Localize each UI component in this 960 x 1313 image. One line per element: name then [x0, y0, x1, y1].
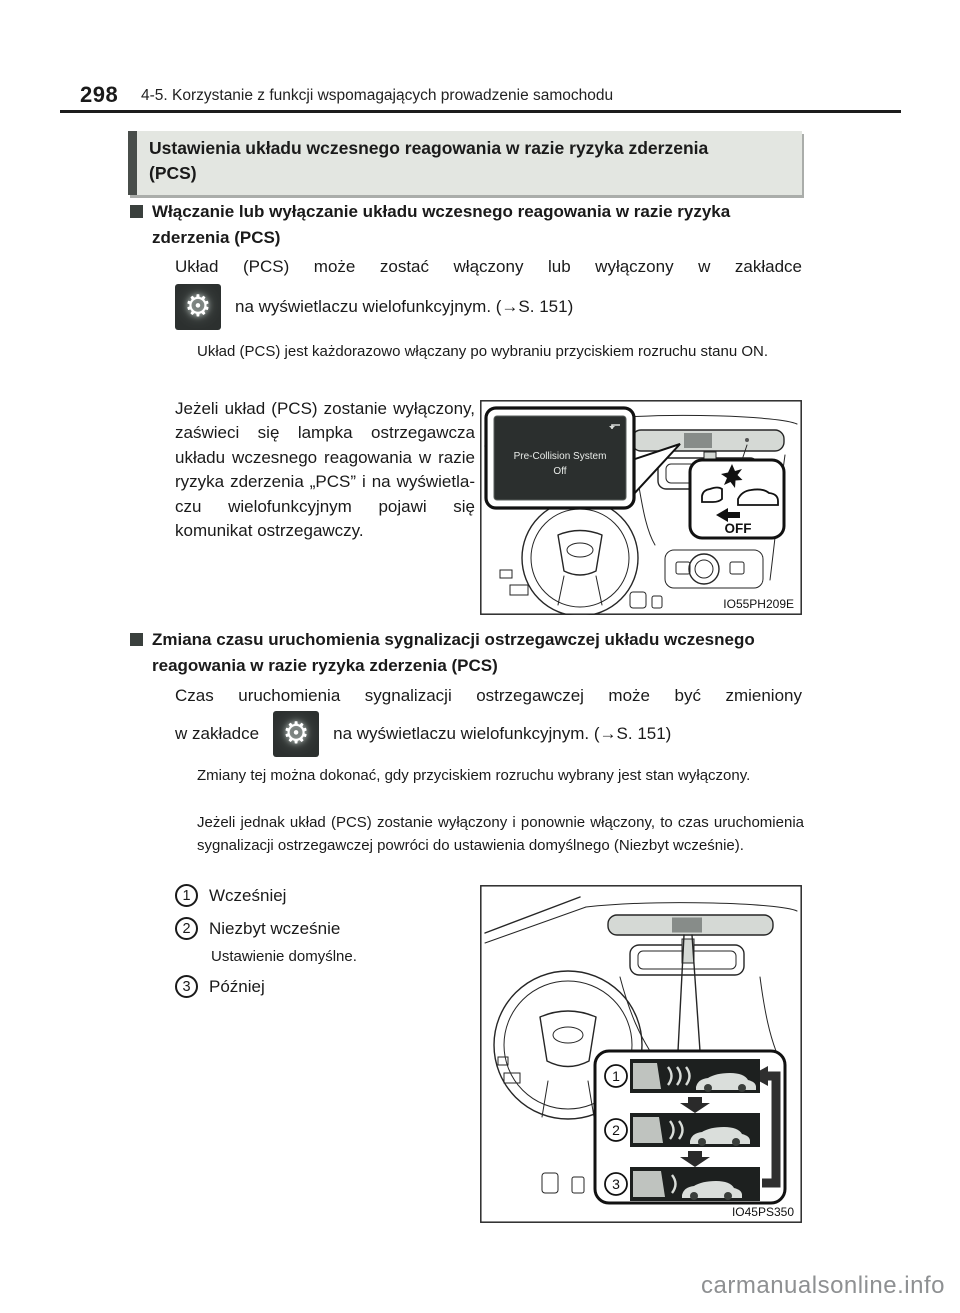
- list-item: [175, 975, 475, 998]
- timing-panel-late: [630, 1167, 760, 1201]
- pcs-off-warning-callout: [690, 445, 784, 538]
- watermark: carmanualsonline.info: [701, 1272, 945, 1299]
- warning-lamp-dot: [745, 438, 749, 442]
- circled-number-3: 3: [175, 975, 198, 998]
- display-active-segment: [684, 433, 712, 448]
- settings-gear-icon: [273, 711, 319, 757]
- square-bullet-icon: [130, 633, 143, 646]
- panel-number-2: 2: [612, 1122, 620, 1138]
- panel-number-1: 1: [612, 1068, 620, 1084]
- section1-heading-text: Włączanie lub wyłączanie układu wczesnego reagowania w razie ryzyka zderzenia (PCS): [152, 202, 731, 247]
- display-active-segment: [672, 918, 702, 933]
- section2-note-2: Jeżeli jednak układ (PCS) zostanie wyłączony i ponownie włączony, to czas uruchomienia sygnalizacji ostrzegawczej powróci do ustawienia domyślnego (Niezbyt wcześnie).: [197, 814, 804, 854]
- page-number: 298: [80, 82, 119, 107]
- figure1-code: IO55PH209E: [723, 597, 794, 611]
- chapter-title: 4-5. Korzystanie z funkcji wspomagających prowadzenie samochodu: [141, 87, 614, 104]
- timing-panels-callout: [595, 1051, 785, 1203]
- timing-panel-default: [630, 1113, 760, 1147]
- section2-heading-text: Zmiana czasu uruchomienia sygnalizacji ostrzegawczej układu wczesnego reagowania w razie ryzyka zderzenia (PCS): [152, 630, 755, 675]
- gear-glyph: ⚙: [184, 290, 212, 323]
- list-item: [175, 917, 475, 940]
- option-default-note: Ustawienie domyślne.: [211, 948, 357, 965]
- figure-warning-timing: [480, 885, 802, 1223]
- section-title-box: [128, 131, 802, 195]
- square-bullet-icon: [130, 205, 143, 218]
- header-rule: [60, 110, 901, 113]
- section2-heading: [130, 627, 792, 678]
- timing-options-list: [175, 884, 475, 1008]
- section2-icon-line-suffix: na wyświetlaczu wielofunkcyjnym. (→S. 151): [333, 724, 672, 743]
- section1-paragraph-2: Jeżeli układ (PCS) zostanie wyłączony, zaświeci się lampka ostrzegawcza układu wczesnego reagowania w razie ryzyka zderzenia „PCS” i na wyświetlaczu wielofunkcyjnym pojawi się komunikat ostrzegawczy.: [175, 399, 475, 541]
- list-item: [175, 884, 475, 907]
- section2-note-1: Zmiany tej można dokonać, gdy przyciskiem rozruchu wybrany jest stan wyłączony.: [197, 767, 751, 784]
- figure-pcs-off-display: [480, 400, 802, 615]
- gear-glyph: ⚙: [282, 717, 310, 750]
- section-title-text: Ustawienia układu wczesnego reagowania w razie ryzyka zderzenia (PCS): [149, 138, 709, 184]
- settings-gear-icon: [175, 284, 221, 330]
- circled-number-1: 1: [175, 884, 198, 907]
- timing-panel-early: [630, 1059, 760, 1093]
- option-label: Wcześniej: [209, 885, 287, 905]
- section2-icon-line-prefix: w zakładce: [175, 724, 260, 743]
- option-label: Niezbyt wcześnie: [209, 918, 341, 938]
- panel-number-3: 3: [612, 1176, 620, 1192]
- off-label: OFF: [724, 521, 752, 536]
- section1-heading: [130, 199, 792, 250]
- screen-message-line2: Off: [553, 466, 567, 477]
- section1-paragraph-1: Układ (PCS) może zostać włączony lub wyłączony w zakładce: [175, 257, 802, 276]
- section2-paragraph-1: Czas uruchomienia sygnalizacji ostrzegawczej może być zmieniony: [175, 686, 802, 705]
- option-label: Później: [209, 976, 265, 996]
- section2-icon-line: [175, 711, 671, 757]
- figure2-code: IO45PS350: [731, 1205, 794, 1219]
- section1-icon-line-text: na wyświetlaczu wielofunkcyjnym. (→S. 151): [235, 297, 574, 316]
- section1-note: Układ (PCS) jest każdorazowo włączany po wybraniu przyciskiem rozruchu stanu ON.: [197, 343, 769, 360]
- circled-number-2: 2: [175, 917, 198, 940]
- section1-icon-line: [175, 284, 573, 330]
- screen-message-line1: Pre-Collision System: [513, 451, 607, 462]
